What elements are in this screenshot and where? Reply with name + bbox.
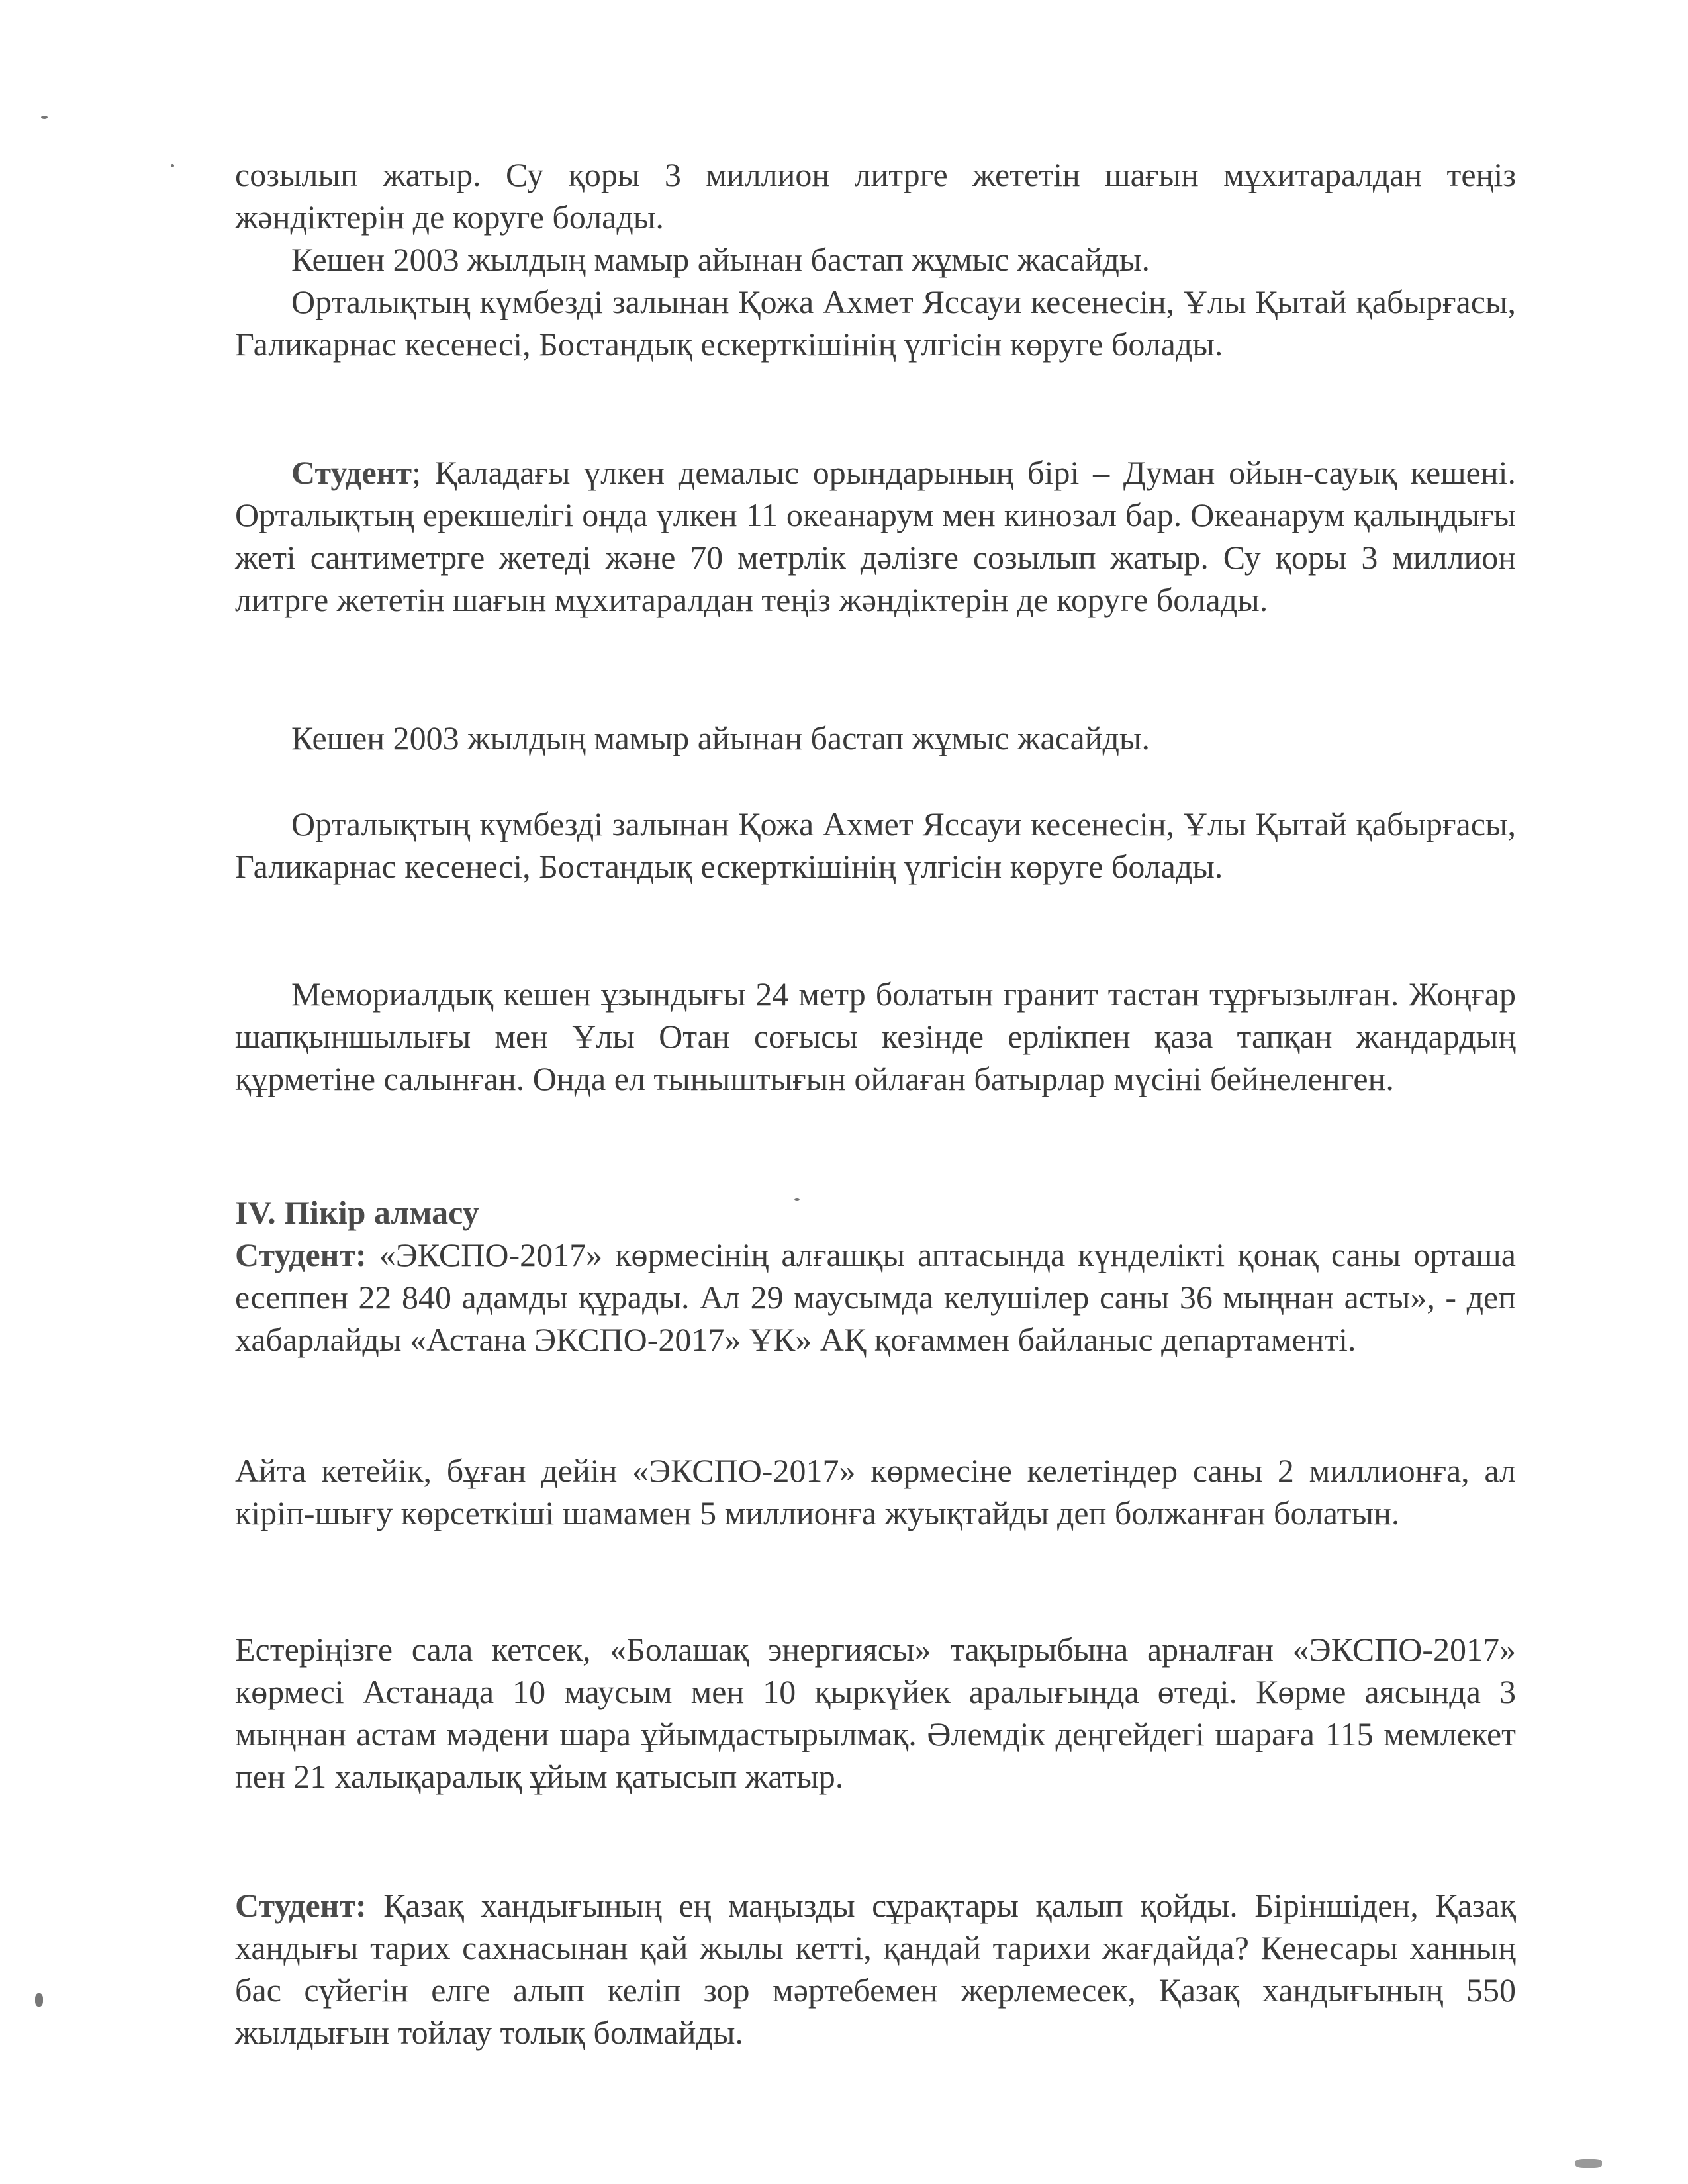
speaker-label: Студент:	[235, 1887, 367, 1924]
paragraph-11-text: Қазақ хандығының ең маңызды сұрақтары қалып қойды. Біріншіден, Қазақ хандығы тарих сахнасынан қай жылы кетті, қандай тарихи жағдайда? Кенесары ханның бас сүйегін елге алып келіп зор мәртебемен жерлемесек, Қазақ хандығының 550 жылдығын тойлау толық болмайды.	[235, 1887, 1516, 2051]
paragraph-6: Орталықтың күмбезді залынан Қожа Ахмет Яссауи кесенесін, Ұлы Қытай қабырғасы, Галикарнас кесенесі, Бостандық ескерткішінің үлгісін көруге болады.	[235, 805, 1516, 885]
paragraph-2: Кешен 2003 жылдың мамыр айынан бастап жұмыс жасайды.	[291, 241, 1150, 278]
paragraph-3: Орталықтың күмбезді залынан Қожа Ахмет Яссауи кесенесін, Ұлы Қытай қабырғасы, Галикарнас кесенесі, Бостандық ескерткішінің үлгісін көруге болады.	[235, 283, 1516, 363]
paragraph-10: Естеріңізге сала кетсек, «Болашақ энергиясы» тақырыбына арналған «ЭКСПО-2017» көрмесі Астанада 10 маусым мен 10 қыркүйек аралығында өтеді. Көрме аясында 3 мыңнан астам мәдени шара ұйымдастырылмақ. Әлемдік деңгейдегі шараға 115 мемлекет пен 21 халықаралық ұйым қатысып жатыр.	[235, 1631, 1516, 1795]
paragraph-8-text: «ЭКСПО-2017» көрмесінің алғашқы аптасында күнделікті қонақ саны орташа есеппен 22 840 адамды құрады. Ал 29 маусымда келушілер саны 36 мыңнан асты», - деп хабарлайды «Астана ЭКСПО-2017» ҰК» АҚ қоғаммен байланыс департаменті.	[235, 1236, 1516, 1358]
paragraph-9: Айта кетейік, бұған дейін «ЭКСПО-2017» көрмесіне келетіндер саны 2 миллионға, ал кіріп-шығу көрсеткіші шамамен 5 миллионға жуықтайды деп болжанған болатын.	[235, 1452, 1516, 1531]
paragraph-8	[235, 1234, 1516, 1361]
paragraph-4-text: ; Қаладағы үлкен демалыс орындарының бірі – Думан ойын-сауық кешені. Орталықтың ерекшелігі онда үлкен 11 океанарум мен кинозал бар. Океанарум қалыңдығы жеті сантиметрге жетеді және 70 метрлік дәлізге созылып жатыр. Су қоры 3 миллион литрге жететін шағын мұхитаралдан теңіз жәндіктерін де коруге болады.	[235, 454, 1516, 618]
paragraph-7: Мемориалдық кешен ұзындығы 24 метр болатын гранит тастан тұрғызылған. Жоңғар шапқыншылығы мен Ұлы Отан соғысы кезінде ерлікпен қаза тапқан жандардың құрметіне салынған. Онда ел тыныштығын ойлаған батырлар мүсіні бейнеленген.	[235, 976, 1516, 1097]
paragraph-5: Кешен 2003 жылдың мамыр айынан бастап жұмыс жасайды.	[291, 719, 1150, 756]
scan-speck	[41, 116, 48, 119]
scan-speck	[171, 164, 174, 167]
paragraph-11	[235, 1884, 1516, 2054]
scan-speck	[794, 1198, 800, 1201]
paragraph-1: созылып жатыр. Су қоры 3 миллион литрге жететін шағын мұхитаралдан теңіз жәндіктерін де коруге болады.	[235, 156, 1516, 236]
paragraph-4	[235, 451, 1516, 621]
scan-speck	[1575, 2159, 1602, 2168]
speaker-label: Студент	[291, 454, 412, 491]
scan-speck	[35, 1993, 43, 2007]
section-heading: IV. Пікір алмасу	[235, 1194, 479, 1231]
speaker-label: Студент:	[235, 1236, 367, 1273]
